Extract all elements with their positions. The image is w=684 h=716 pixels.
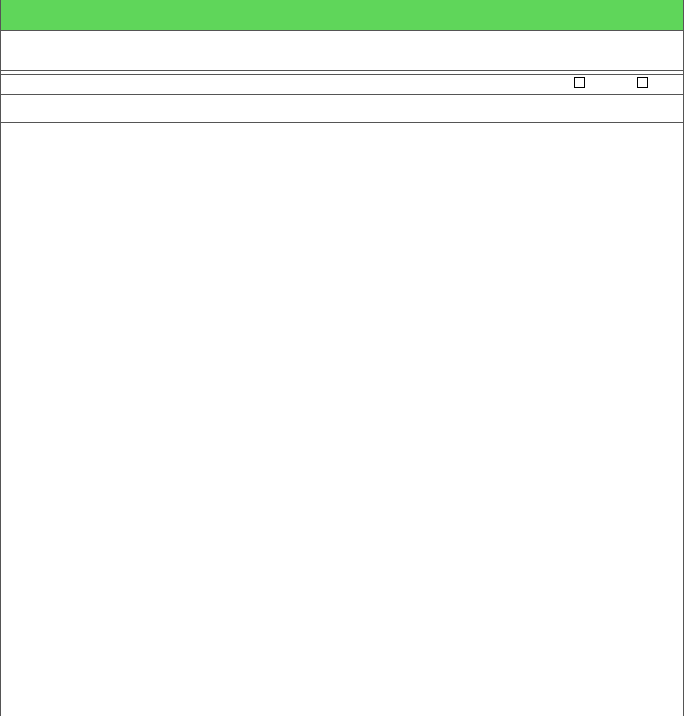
table-header	[1, 95, 683, 123]
form-title	[1, 0, 683, 31]
col-not-relevant-header	[556, 95, 618, 123]
yes-checkbox[interactable]	[574, 77, 585, 88]
col-checked-header	[619, 95, 684, 123]
intro-text	[1, 31, 683, 71]
no-option[interactable]	[637, 77, 652, 88]
yes-option[interactable]	[574, 77, 589, 88]
comment-row[interactable]	[1, 123, 683, 145]
no-checkbox[interactable]	[637, 77, 648, 88]
all-fields-row	[1, 75, 683, 95]
